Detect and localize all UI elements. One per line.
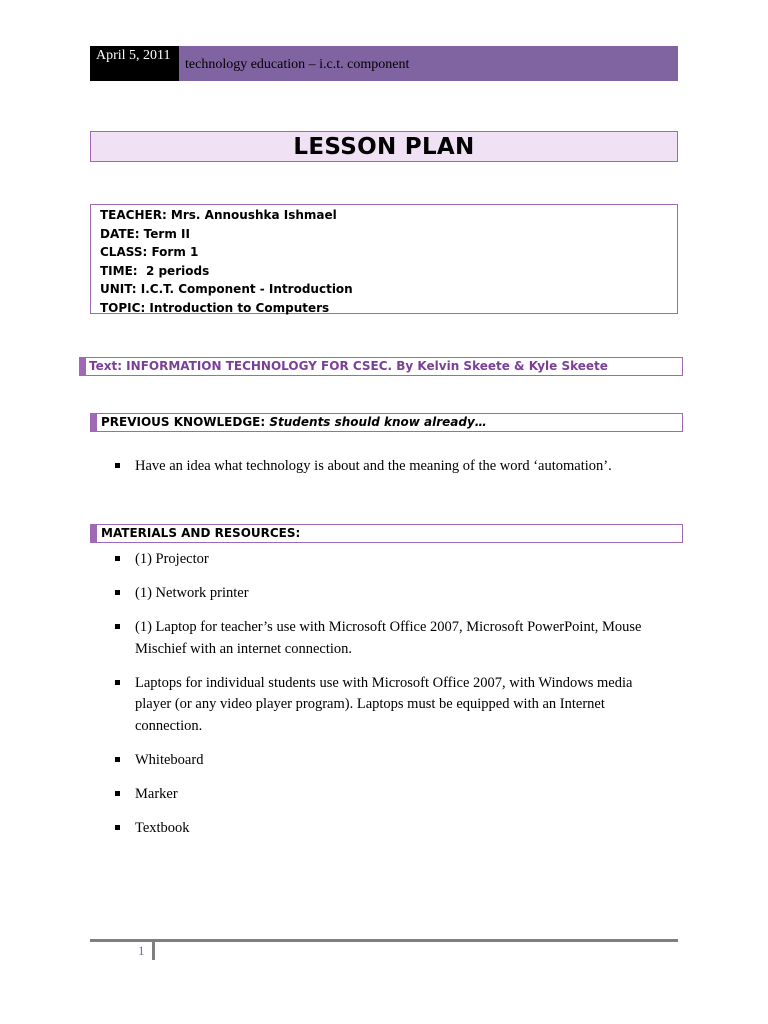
list-item: Have an idea what technology is about and the meaning of the word ‘automation’.	[108, 456, 648, 478]
bullet-icon	[115, 791, 120, 796]
bullet-icon	[115, 556, 120, 561]
info-teacher: TEACHER: Mrs. Annoushka Ishmael	[100, 208, 337, 222]
bullet-icon	[115, 757, 120, 762]
bullet-icon	[115, 624, 120, 629]
bullet-icon	[115, 825, 120, 830]
lesson-info-box	[90, 204, 678, 314]
list-item: Laptops for individual students use with Microsoft Office 2007, with Windows media player (or any video player program). Laptops must be equipped with an Internet connection.	[108, 673, 648, 738]
info-time: TIME: 2 periods	[100, 263, 210, 278]
bullet-icon	[115, 680, 120, 685]
textbook-reference: Text: INFORMATION TECHNOLOGY FOR CSEC. By Kelvin Skeete & Kyle Skeete	[79, 357, 683, 376]
list-item: (1) Network printer	[108, 583, 648, 605]
header-date: April 5, 2011	[90, 46, 179, 81]
materials-label: MATERIALS AND RESOURCES:	[101, 526, 301, 540]
info-topic: TOPIC: Introduction to Computers	[100, 300, 330, 315]
bullet-icon	[115, 463, 120, 468]
page-number: 1	[138, 942, 155, 960]
previous-knowledge-list	[108, 456, 648, 490]
info-class: CLASS: Form 1	[100, 245, 199, 259]
list-item: (1) Projector	[108, 549, 648, 571]
bullet-icon	[115, 590, 120, 595]
previous-knowledge-heading	[90, 413, 683, 432]
info-unit: UNIT: I.C.T. Component - Introduction	[100, 282, 353, 296]
previous-knowledge-note: Students should know already…	[269, 415, 487, 429]
previous-knowledge-label: PREVIOUS KNOWLEDGE:	[101, 415, 266, 429]
footer-divider	[90, 939, 678, 942]
page-header	[90, 46, 678, 81]
materials-list	[108, 549, 648, 852]
info-date: DATE: Term II	[100, 226, 190, 241]
list-item: Whiteboard	[108, 750, 648, 772]
list-item: Textbook	[108, 818, 648, 840]
list-item: (1) Laptop for teacher’s use with Microsoft Office 2007, Microsoft PowerPoint, Mouse Mischief with an internet connection.	[108, 617, 648, 660]
list-item: Marker	[108, 784, 648, 806]
document-title: LESSON PLAN	[90, 131, 678, 162]
materials-heading	[90, 524, 683, 543]
header-title: technology education – i.c.t. component	[179, 46, 678, 81]
